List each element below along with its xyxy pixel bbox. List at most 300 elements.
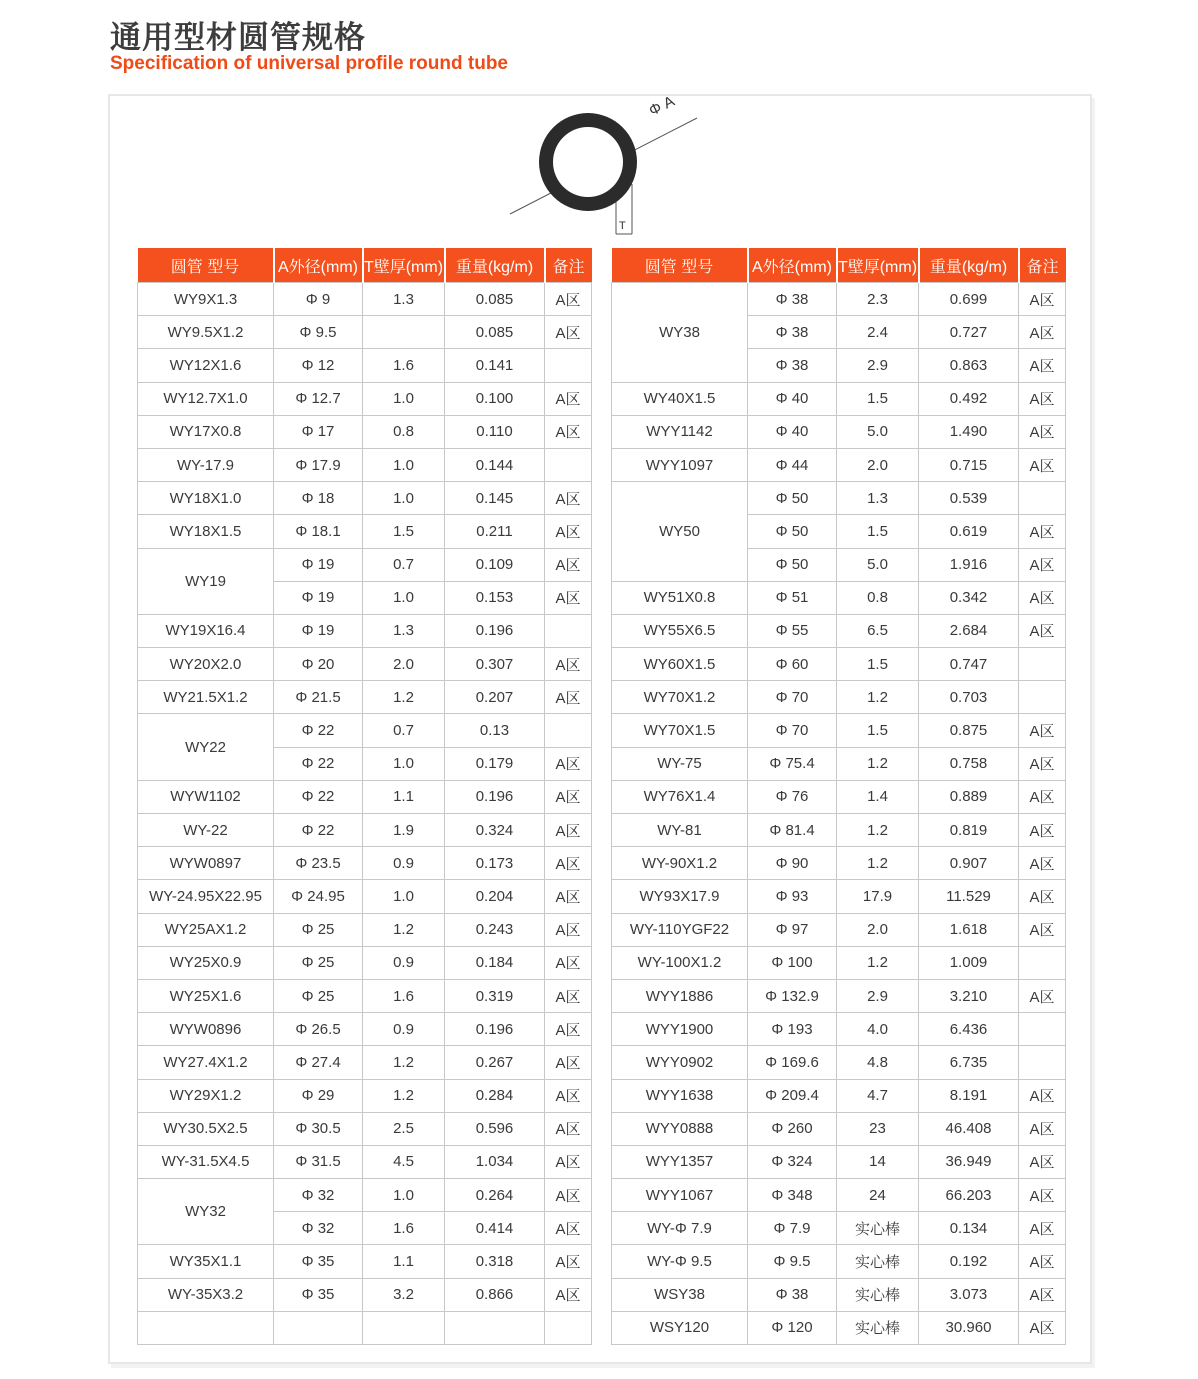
cell-remark: A区 xyxy=(1019,283,1066,316)
cell-remark xyxy=(545,614,592,647)
cell-wall-thickness: 实心棒 xyxy=(837,1212,919,1245)
table-row xyxy=(612,1311,1066,1344)
cell-model: WY38 xyxy=(612,283,748,383)
cell-outer-diameter: Φ 24.95 xyxy=(274,880,363,913)
cell-model: WY-100X1.2 xyxy=(612,946,748,979)
cell-outer-diameter: Φ 26.5 xyxy=(274,1013,363,1046)
cell-remark: A区 xyxy=(545,780,592,813)
cell-wall-thickness xyxy=(363,1311,445,1344)
cell-wall-thickness: 1.2 xyxy=(363,1079,445,1112)
cell-weight: 0.866 xyxy=(445,1278,545,1311)
cell-remark: A区 xyxy=(1019,382,1066,415)
cell-model: WY12.7X1.0 xyxy=(138,382,274,415)
cell-outer-diameter: Φ 90 xyxy=(748,847,837,880)
cell-wall-thickness: 1.0 xyxy=(363,880,445,913)
cell-weight: 1.034 xyxy=(445,1145,545,1178)
cell-outer-diameter: Φ 30.5 xyxy=(274,1112,363,1145)
cell-remark: A区 xyxy=(545,382,592,415)
cell-weight: 0.211 xyxy=(445,515,545,548)
cell-outer-diameter: Φ 35 xyxy=(274,1278,363,1311)
cell-remark: A区 xyxy=(545,316,592,349)
table-row xyxy=(138,847,592,880)
cell-outer-diameter: Φ 60 xyxy=(748,648,837,681)
table-row xyxy=(138,648,592,681)
cell-outer-diameter: Φ 40 xyxy=(748,415,837,448)
cell-outer-diameter: Φ 75.4 xyxy=(748,747,837,780)
column-header: T壁厚(mm) xyxy=(837,248,919,283)
cell-model: WY-31.5X4.5 xyxy=(138,1145,274,1178)
cell-weight: 0.863 xyxy=(919,349,1019,382)
cell-wall-thickness: 4.5 xyxy=(363,1145,445,1178)
cell-weight: 0.207 xyxy=(445,681,545,714)
cell-remark: A区 xyxy=(545,979,592,1012)
cell-weight: 0.539 xyxy=(919,482,1019,515)
cell-model: WY-110YGF22 xyxy=(612,913,748,946)
cell-remark: A区 xyxy=(1019,415,1066,448)
table-row xyxy=(138,880,592,913)
cell-wall-thickness: 14 xyxy=(837,1145,919,1178)
table-row xyxy=(612,681,1066,714)
cell-model: WY25AX1.2 xyxy=(138,913,274,946)
cell-model: WY60X1.5 xyxy=(612,648,748,681)
column-header: 备注 xyxy=(545,248,592,283)
table-row xyxy=(138,482,592,515)
cell-outer-diameter: Φ 22 xyxy=(274,714,363,747)
cell-wall-thickness: 1.1 xyxy=(363,780,445,813)
cell-weight: 0.192 xyxy=(919,1245,1019,1278)
cell-weight: 0.727 xyxy=(919,316,1019,349)
cell-wall-thickness: 4.7 xyxy=(837,1079,919,1112)
cell-model: WY9X1.3 xyxy=(138,283,274,316)
cell-model: WYY1067 xyxy=(612,1179,748,1212)
cell-model: WY12X1.6 xyxy=(138,349,274,382)
cell-weight: 0.819 xyxy=(919,814,1019,847)
cell-outer-diameter: Φ 7.9 xyxy=(748,1212,837,1245)
cell-weight: 0.699 xyxy=(919,283,1019,316)
cell-outer-diameter: Φ 32 xyxy=(274,1179,363,1212)
cell-weight: 0.153 xyxy=(445,581,545,614)
cell-remark xyxy=(1019,946,1066,979)
cell-wall-thickness: 0.8 xyxy=(837,581,919,614)
table-row xyxy=(612,880,1066,913)
cell-model: WY40X1.5 xyxy=(612,382,748,415)
cell-weight: 0.715 xyxy=(919,448,1019,481)
cell-outer-diameter: Φ 51 xyxy=(748,581,837,614)
cell-model: WSY38 xyxy=(612,1278,748,1311)
cell-weight: 0.196 xyxy=(445,614,545,647)
table-row xyxy=(138,382,592,415)
cell-wall-thickness: 1.5 xyxy=(837,648,919,681)
cell-wall-thickness: 1.4 xyxy=(837,780,919,813)
cell-wall-thickness: 1.2 xyxy=(837,747,919,780)
table-row xyxy=(138,1046,592,1079)
cell-outer-diameter: Φ 25 xyxy=(274,913,363,946)
cell-outer-diameter: Φ 193 xyxy=(748,1013,837,1046)
table-row xyxy=(138,1112,592,1145)
table-row xyxy=(612,382,1066,415)
cell-outer-diameter: Φ 31.5 xyxy=(274,1145,363,1178)
cell-wall-thickness: 2.0 xyxy=(837,448,919,481)
cell-outer-diameter: Φ 55 xyxy=(748,614,837,647)
table-row xyxy=(138,1311,592,1344)
cell-remark: A区 xyxy=(1019,316,1066,349)
cell-remark: A区 xyxy=(1019,1179,1066,1212)
cell-remark xyxy=(545,714,592,747)
cell-weight: 0.907 xyxy=(919,847,1019,880)
table-row xyxy=(138,913,592,946)
cell-weight xyxy=(445,1311,545,1344)
cell-model: WYY1097 xyxy=(612,448,748,481)
page-title: 通用型材圆管规格 xyxy=(110,20,366,55)
table-row xyxy=(138,283,592,316)
cell-wall-thickness: 1.3 xyxy=(363,614,445,647)
table-row xyxy=(138,814,592,847)
cell-remark: A区 xyxy=(1019,880,1066,913)
cell-model: WYY1357 xyxy=(612,1145,748,1178)
cell-model: WY55X6.5 xyxy=(612,614,748,647)
table-row xyxy=(138,1013,592,1046)
cell-wall-thickness: 2.0 xyxy=(363,648,445,681)
cell-weight: 0.110 xyxy=(445,415,545,448)
cell-wall-thickness: 17.9 xyxy=(837,880,919,913)
cell-weight: 11.529 xyxy=(919,880,1019,913)
cell-remark: A区 xyxy=(545,283,592,316)
cell-outer-diameter: Φ 40 xyxy=(748,382,837,415)
cell-wall-thickness: 1.0 xyxy=(363,482,445,515)
cell-outer-diameter: Φ 22 xyxy=(274,780,363,813)
column-header: 重量(kg/m) xyxy=(445,248,545,283)
table-row xyxy=(612,448,1066,481)
cell-weight: 0.875 xyxy=(919,714,1019,747)
cell-remark: A区 xyxy=(545,1046,592,1079)
cell-model: WY76X1.4 xyxy=(612,780,748,813)
cell-wall-thickness: 1.5 xyxy=(837,714,919,747)
table-row xyxy=(612,913,1066,946)
cell-weight: 0.141 xyxy=(445,349,545,382)
cell-weight: 8.191 xyxy=(919,1079,1019,1112)
table-row xyxy=(612,979,1066,1012)
cell-weight: 0.100 xyxy=(445,382,545,415)
cell-weight: 0.267 xyxy=(445,1046,545,1079)
tube-inner-circle xyxy=(553,127,623,197)
cell-remark: A区 xyxy=(545,1212,592,1245)
cell-wall-thickness: 5.0 xyxy=(837,415,919,448)
cell-outer-diameter: Φ 70 xyxy=(748,714,837,747)
table-row xyxy=(612,648,1066,681)
cell-wall-thickness: 1.2 xyxy=(837,814,919,847)
cell-wall-thickness: 1.2 xyxy=(837,847,919,880)
cell-remark xyxy=(1019,1013,1066,1046)
cell-wall-thickness: 2.9 xyxy=(837,349,919,382)
cell-weight: 0.109 xyxy=(445,548,545,581)
cell-model: WY-17.9 xyxy=(138,448,274,481)
cell-outer-diameter: Φ 18.1 xyxy=(274,515,363,548)
cell-remark: A区 xyxy=(1019,1278,1066,1311)
cell-remark: A区 xyxy=(545,747,592,780)
cell-model: WY21.5X1.2 xyxy=(138,681,274,714)
cell-outer-diameter: Φ 9.5 xyxy=(274,316,363,349)
table-row xyxy=(612,415,1066,448)
cell-remark: A区 xyxy=(1019,448,1066,481)
cell-remark: A区 xyxy=(1019,714,1066,747)
cell-wall-thickness: 0.8 xyxy=(363,415,445,448)
cell-wall-thickness: 1.5 xyxy=(837,515,919,548)
cell-wall-thickness: 1.2 xyxy=(363,681,445,714)
cell-remark: A区 xyxy=(545,581,592,614)
cell-remark: A区 xyxy=(1019,913,1066,946)
cell-remark: A区 xyxy=(545,1278,592,1311)
cell-model: WY93X17.9 xyxy=(612,880,748,913)
cell-outer-diameter: Φ 27.4 xyxy=(274,1046,363,1079)
cell-model: WYY0902 xyxy=(612,1046,748,1079)
cell-wall-thickness: 1.0 xyxy=(363,747,445,780)
table-row xyxy=(138,979,592,1012)
cell-weight: 0.243 xyxy=(445,913,545,946)
cell-wall-thickness: 6.5 xyxy=(837,614,919,647)
cell-outer-diameter: Φ 25 xyxy=(274,979,363,1012)
cell-model: WY9.5X1.2 xyxy=(138,316,274,349)
cell-wall-thickness: 1.3 xyxy=(363,283,445,316)
table-row xyxy=(612,1278,1066,1311)
cell-wall-thickness: 2.3 xyxy=(837,283,919,316)
cell-wall-thickness: 2.5 xyxy=(363,1112,445,1145)
cell-outer-diameter: Φ 22 xyxy=(274,814,363,847)
cell-model: WYY1886 xyxy=(612,979,748,1012)
cell-wall-thickness: 1.5 xyxy=(837,382,919,415)
table-row xyxy=(612,1145,1066,1178)
cell-outer-diameter: Φ 50 xyxy=(748,515,837,548)
table-row xyxy=(138,415,592,448)
cell-weight: 66.203 xyxy=(919,1179,1019,1212)
cell-outer-diameter: Φ 17.9 xyxy=(274,448,363,481)
table-row xyxy=(138,1145,592,1178)
column-header: T壁厚(mm) xyxy=(363,248,445,283)
cell-wall-thickness: 0.7 xyxy=(363,714,445,747)
cell-outer-diameter: Φ 76 xyxy=(748,780,837,813)
cell-outer-diameter: Φ 9 xyxy=(274,283,363,316)
cell-weight: 1.009 xyxy=(919,946,1019,979)
thickness-label: T xyxy=(619,220,626,232)
cell-remark: A区 xyxy=(1019,1145,1066,1178)
cell-remark: A区 xyxy=(545,1079,592,1112)
cell-wall-thickness: 1.5 xyxy=(363,515,445,548)
cell-model: WY70X1.2 xyxy=(612,681,748,714)
cell-wall-thickness: 3.2 xyxy=(363,1278,445,1311)
cell-model: WY17X0.8 xyxy=(138,415,274,448)
cell-wall-thickness: 1.6 xyxy=(363,979,445,1012)
table-row xyxy=(612,283,1066,316)
table-row xyxy=(138,448,592,481)
cell-weight: 0.703 xyxy=(919,681,1019,714)
cell-weight: 0.173 xyxy=(445,847,545,880)
cell-outer-diameter: Φ 22 xyxy=(274,747,363,780)
cell-outer-diameter: Φ 50 xyxy=(748,482,837,515)
cell-wall-thickness: 1.9 xyxy=(363,814,445,847)
cell-outer-diameter: Φ 260 xyxy=(748,1112,837,1145)
cell-wall-thickness: 1.0 xyxy=(363,1179,445,1212)
cell-wall-thickness: 1.0 xyxy=(363,448,445,481)
cell-outer-diameter: Φ 132.9 xyxy=(748,979,837,1012)
cell-remark: A区 xyxy=(1019,780,1066,813)
cell-remark: A区 xyxy=(545,814,592,847)
cell-outer-diameter: Φ 32 xyxy=(274,1212,363,1245)
cell-remark: A区 xyxy=(545,1112,592,1145)
cell-model: WY-35X3.2 xyxy=(138,1278,274,1311)
diameter-label: Φ A xyxy=(646,92,678,120)
table-row xyxy=(138,1245,592,1278)
cell-outer-diameter: Φ 20 xyxy=(274,648,363,681)
cell-outer-diameter: Φ 21.5 xyxy=(274,681,363,714)
cell-remark xyxy=(1019,648,1066,681)
cell-weight: 6.436 xyxy=(919,1013,1019,1046)
cell-weight: 0.134 xyxy=(919,1212,1019,1245)
cell-outer-diameter: Φ 23.5 xyxy=(274,847,363,880)
table-row xyxy=(612,747,1066,780)
cell-outer-diameter: Φ 38 xyxy=(748,1278,837,1311)
cell-model: WY32 xyxy=(138,1179,274,1245)
tube-cross-section-diagram xyxy=(492,92,732,242)
cell-model: WY-24.95X22.95 xyxy=(138,880,274,913)
cell-outer-diameter: Φ 38 xyxy=(748,316,837,349)
cell-outer-diameter: Φ 50 xyxy=(748,548,837,581)
cell-outer-diameter: Φ 97 xyxy=(748,913,837,946)
cell-outer-diameter: Φ 209.4 xyxy=(748,1079,837,1112)
column-header: 备注 xyxy=(1019,248,1066,283)
cell-weight: 0.196 xyxy=(445,780,545,813)
cell-remark: A区 xyxy=(1019,548,1066,581)
cell-model: WY25X1.6 xyxy=(138,979,274,1012)
page-subtitle: Specification of universal profile round tube xyxy=(110,53,508,74)
cell-model: WSY120 xyxy=(612,1311,748,1344)
column-header: 圆管 型号 xyxy=(138,248,274,283)
table-row xyxy=(612,814,1066,847)
cell-remark: A区 xyxy=(545,946,592,979)
cell-weight: 0.085 xyxy=(445,316,545,349)
round-tube-spec-table-left xyxy=(137,248,592,1345)
cell-weight: 6.735 xyxy=(919,1046,1019,1079)
cell-wall-thickness: 实心棒 xyxy=(837,1278,919,1311)
cell-outer-diameter: Φ 9.5 xyxy=(748,1245,837,1278)
table-row xyxy=(612,1079,1066,1112)
cell-wall-thickness: 2.0 xyxy=(837,913,919,946)
cell-model: WYW1102 xyxy=(138,780,274,813)
table-row xyxy=(612,714,1066,747)
table-row xyxy=(612,1046,1066,1079)
cell-wall-thickness: 1.1 xyxy=(363,1245,445,1278)
cell-model: WY25X0.9 xyxy=(138,946,274,979)
table-row xyxy=(612,1245,1066,1278)
cell-weight: 1.490 xyxy=(919,415,1019,448)
cell-wall-thickness: 1.0 xyxy=(363,581,445,614)
cell-model: WYW0896 xyxy=(138,1013,274,1046)
cell-weight: 3.073 xyxy=(919,1278,1019,1311)
table-row xyxy=(138,1079,592,1112)
cell-model: WY22 xyxy=(138,714,274,780)
cell-weight: 0.318 xyxy=(445,1245,545,1278)
cell-outer-diameter: Φ 348 xyxy=(748,1179,837,1212)
cell-wall-thickness: 1.0 xyxy=(363,382,445,415)
cell-remark xyxy=(545,1311,592,1344)
cell-model: WY70X1.5 xyxy=(612,714,748,747)
cell-weight: 36.949 xyxy=(919,1145,1019,1178)
cell-remark: A区 xyxy=(545,1013,592,1046)
cell-weight: 1.618 xyxy=(919,913,1019,946)
cell-remark: A区 xyxy=(545,648,592,681)
cell-outer-diameter: Φ 38 xyxy=(748,349,837,382)
cell-weight: 0.284 xyxy=(445,1079,545,1112)
cell-model: WY-22 xyxy=(138,814,274,847)
cell-model: WY20X2.0 xyxy=(138,648,274,681)
cell-model: WY50 xyxy=(612,482,748,582)
cell-outer-diameter: Φ 120 xyxy=(748,1311,837,1344)
cell-outer-diameter: Φ 324 xyxy=(748,1145,837,1178)
cell-model: WY-Φ 9.5 xyxy=(612,1245,748,1278)
cell-wall-thickness: 1.2 xyxy=(363,913,445,946)
cell-model xyxy=(138,1311,274,1344)
cell-weight: 0.13 xyxy=(445,714,545,747)
table-row xyxy=(612,1112,1066,1145)
cell-remark: A区 xyxy=(1019,614,1066,647)
table-row xyxy=(612,780,1066,813)
cell-weight: 0.179 xyxy=(445,747,545,780)
cell-wall-thickness: 4.8 xyxy=(837,1046,919,1079)
table-row xyxy=(138,681,592,714)
cell-weight: 0.414 xyxy=(445,1212,545,1245)
cell-remark: A区 xyxy=(545,1245,592,1278)
cell-remark: A区 xyxy=(545,482,592,515)
cell-weight: 0.758 xyxy=(919,747,1019,780)
cell-wall-thickness: 0.9 xyxy=(363,1013,445,1046)
cell-outer-diameter: Φ 44 xyxy=(748,448,837,481)
cell-remark: A区 xyxy=(545,1179,592,1212)
cell-model: WY51X0.8 xyxy=(612,581,748,614)
cell-outer-diameter: Φ 17 xyxy=(274,415,363,448)
cell-weight: 0.184 xyxy=(445,946,545,979)
cell-model: WY18X1.5 xyxy=(138,515,274,548)
cell-model: WY-81 xyxy=(612,814,748,847)
cell-model: WY30.5X2.5 xyxy=(138,1112,274,1145)
table-row xyxy=(138,946,592,979)
cell-remark: A区 xyxy=(1019,515,1066,548)
table-row xyxy=(612,946,1066,979)
cell-remark: A区 xyxy=(1019,814,1066,847)
table-row xyxy=(138,316,592,349)
cell-remark: A区 xyxy=(1019,1311,1066,1344)
table-row xyxy=(138,349,592,382)
cell-model: WYY1142 xyxy=(612,415,748,448)
cell-outer-diameter: Φ 18 xyxy=(274,482,363,515)
cell-outer-diameter: Φ 12 xyxy=(274,349,363,382)
cell-outer-diameter: Φ 12.7 xyxy=(274,382,363,415)
cell-outer-diameter: Φ 70 xyxy=(748,681,837,714)
cell-wall-thickness: 2.4 xyxy=(837,316,919,349)
column-header: 圆管 型号 xyxy=(612,248,748,283)
table-row xyxy=(138,515,592,548)
cell-wall-thickness: 1.2 xyxy=(837,946,919,979)
cell-weight: 0.889 xyxy=(919,780,1019,813)
cell-remark: A区 xyxy=(1019,847,1066,880)
cell-weight: 0.144 xyxy=(445,448,545,481)
cell-outer-diameter: Φ 100 xyxy=(748,946,837,979)
table-row xyxy=(612,581,1066,614)
cell-wall-thickness: 1.6 xyxy=(363,1212,445,1245)
cell-remark: A区 xyxy=(1019,1245,1066,1278)
cell-remark: A区 xyxy=(1019,979,1066,1012)
table-header-row xyxy=(612,248,1066,283)
table-row xyxy=(612,482,1066,515)
cell-remark xyxy=(545,349,592,382)
cell-outer-diameter: Φ 19 xyxy=(274,581,363,614)
